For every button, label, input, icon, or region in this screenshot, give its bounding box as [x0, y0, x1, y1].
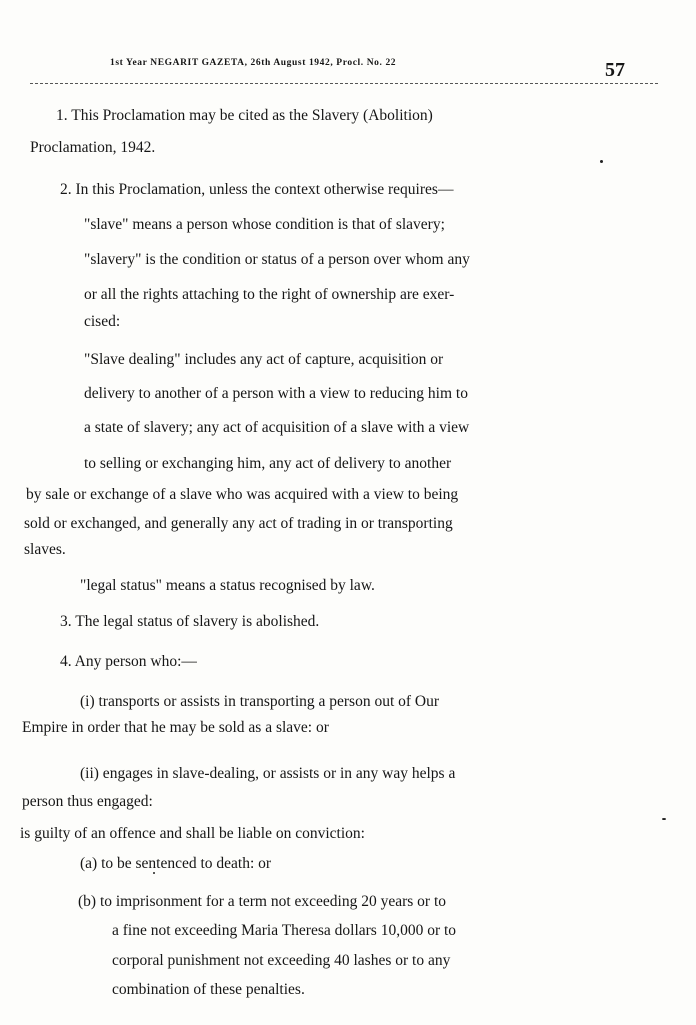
penalty-b-line-3: corporal punishment not exceeding 40 lashes or to any	[112, 952, 451, 969]
definition-slave-dealing-line-6: sold or exchanged, and generally any act of trading in or transporting	[24, 515, 453, 532]
clause-i-line-2: Empire in order that he may be sold as a slave: or	[22, 719, 329, 736]
section-1-line-1: 1. This Proclamation may be cited as the Slavery (Abolition)	[56, 107, 433, 124]
header-rule	[30, 83, 658, 84]
penalty-a: (a) to be sentenced to death: or	[80, 855, 272, 872]
running-head: 1st Year NEGARIT GAZETA, 26th August 1942, Procl. No. 22	[110, 58, 397, 68]
print-speck	[600, 160, 603, 163]
definition-slave-dealing-line-5: by sale or exchange of a slave who was acquired with a view to being	[26, 486, 459, 503]
section-2-intro: 2. In this Proclamation, unless the context otherwise requires—	[60, 181, 454, 198]
definition-slavery-line-2: or all the rights attaching to the right of ownership are exer-	[84, 286, 455, 303]
definition-legal-status: "legal status" means a status recognised by law.	[80, 577, 375, 594]
definition-slave-dealing-line-2: delivery to another of a person with a view to reducing him to	[84, 385, 468, 402]
print-speck	[153, 872, 155, 874]
print-speck	[662, 818, 666, 820]
definition-slave-dealing-line-7: slaves.	[24, 541, 66, 558]
definition-slave-dealing-line-1: "Slave dealing" includes any act of capture, acquisition or	[84, 351, 444, 368]
definition-slavery-line-1: "slavery" is the condition or status of a person over whom any	[84, 251, 470, 268]
definition-slave-dealing-line-3: a state of slavery; any act of acquisition of a slave with a view	[84, 419, 470, 436]
clause-ii-line-1: (ii) engages in slave-dealing, or assists or in any way helps a	[80, 765, 456, 782]
clause-ii-line-2: person thus engaged:	[22, 793, 153, 810]
clause-i-line-1: (i) transports or assists in transporting a person out of Our	[80, 693, 440, 710]
penalty-b-line-1: (b) to imprisonment for a term not exceeding 20 years or to	[78, 893, 447, 910]
section-1-line-2: Proclamation, 1942.	[30, 139, 156, 156]
section-3: 3. The legal status of slavery is abolished.	[60, 613, 320, 630]
definition-slavery-line-3: cised:	[84, 313, 121, 330]
definition-slave-dealing-line-4: to selling or exchanging him, any act of delivery to another	[84, 455, 452, 472]
liability-line: is guilty of an offence and shall be liable on conviction:	[20, 825, 365, 842]
penalty-b-line-2: a fine not exceeding Maria Theresa dollars 10,000 or to	[112, 922, 457, 939]
definition-slave: "slave" means a person whose condition is that of slavery;	[84, 216, 445, 233]
page-number: 57	[605, 59, 625, 81]
penalty-b-line-4: combination of these penalties.	[112, 981, 305, 998]
section-4-intro: 4. Any person who:—	[60, 653, 197, 670]
